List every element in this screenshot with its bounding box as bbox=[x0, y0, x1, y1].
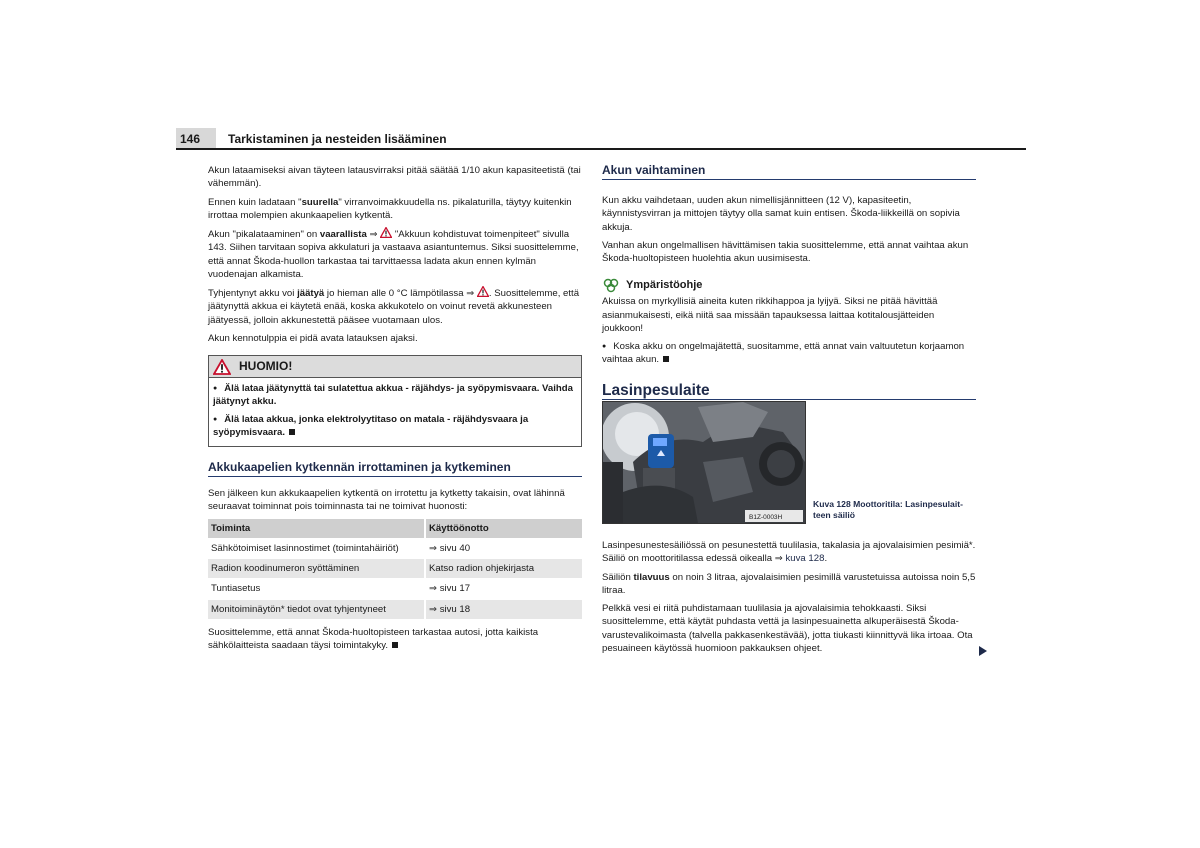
right-column bbox=[602, 164, 976, 400]
environment-note-heading bbox=[602, 277, 976, 293]
table-row bbox=[208, 539, 582, 559]
warning-title: HUOMIO! bbox=[239, 359, 293, 374]
caption-line: teen säiliö bbox=[813, 510, 856, 520]
table-cell: ⇒ sivu 40 bbox=[425, 539, 582, 559]
paragraph: Akun "pikalataaminen" on vaarallista ⇒ "Akkuun kohdistuvat toimenpiteet" sivulla 143. Siihen tarvitaan sopiva akkulaturi ja vastaava asiantuntemus. Siksi suosittelemme, että annat Škoda-huollon tarkastaa tai tarvittaessa ladata akun ennen kylmän vuodenajan alkamista. bbox=[208, 229, 579, 280]
table-row bbox=[208, 559, 582, 579]
warning-triangle-icon bbox=[477, 286, 489, 297]
table-cell: Sähkötoimiset lasinnostimet (toimintahäiriöt) bbox=[208, 539, 425, 559]
warning-item: ● Älä lataa jäätynyttä tai sulatettua akkua - räjähdys- ja syöpymisvaara. Vaihda jäätynyt akku. bbox=[213, 382, 577, 408]
header-rule bbox=[176, 148, 1026, 150]
washer-text bbox=[602, 539, 976, 660]
environment-note-title: Ympäristöohje bbox=[626, 278, 703, 291]
functions-table bbox=[208, 519, 582, 619]
photo-code: B1Z-0003H bbox=[749, 514, 783, 521]
warning-triangle-icon bbox=[213, 359, 231, 375]
paragraph: Säiliön tilavuus on noin 3 litraa, ajovalaisimien pesimillä varustetuissa autoissa noin 5,5 litraa. bbox=[602, 571, 976, 596]
paragraph: Ennen kuin ladataan "suurella" virranvoimakkuudella ns. pikalaturilla, täytyy kuitenkin irrottaa molempien akunkaapelien kytkentä. bbox=[208, 196, 572, 221]
paragraph: Akun lataamiseksi aivan täyteen latausvirraksi pitää säätää 1/10 akun kapasiteetistä (tai vähemmän). bbox=[208, 165, 581, 190]
table-header: Toiminta bbox=[208, 519, 425, 539]
table-cell: ⇒ sivu 18 bbox=[425, 599, 582, 619]
table-header: Käyttöönotto bbox=[425, 519, 582, 539]
recycle-icon bbox=[602, 277, 620, 293]
section-heading-large: Lasinpesulaite bbox=[602, 384, 976, 400]
warning-header bbox=[209, 356, 581, 378]
end-mark bbox=[392, 642, 398, 648]
engine-bay-photo bbox=[602, 401, 806, 524]
caption-line: Kuva 128 Moottoritila: Lasinpesulait- bbox=[813, 499, 963, 509]
paragraph: Akuissa on myrkyllisiä aineita kuten rikkihappoa ja lyijyä. Siksi ne pitää hävittää asianmukaisesti, eikä niitä saa missään tapauksessa laittaa kotitalousjätteiden joukkoon! bbox=[602, 296, 938, 334]
table-cell: Tuntiasetus bbox=[208, 579, 425, 599]
paragraph: Kun akku vaihdetaan, uuden akun nimellisjännitteen (12 V), kapasiteetin, käynnistysvirran ja mittojen täytyy olla samat kuin entisen. Škoda-liikkeillä on sopivia akkuja. bbox=[602, 195, 960, 233]
continue-arrow-icon bbox=[979, 646, 987, 656]
left-column bbox=[208, 164, 582, 657]
page-number: 146 bbox=[180, 132, 201, 146]
paragraph: Pelkkä vesi ei riitä puhdistamaan tuulilasia ja ajovalaisimia tehokkaasti. Siksi suosittelemme, että käytät puhdasta vettä ja lasinpesuainetta alkuperäisestä Škoda-varustevalikoimasta (talvella pakkasenkestävää), jotta tiukasti kiinnittyvä lika irtoaa. Ota pesuaineen käytössä huomioon pakkauksen ohjeet. bbox=[602, 603, 973, 654]
table-cell: ⇒ sivu 17 bbox=[425, 579, 582, 599]
table-cell: Katso radion ohjekirjasta bbox=[425, 559, 582, 579]
table-row bbox=[208, 579, 582, 599]
figure-caption bbox=[813, 499, 977, 521]
paragraph: Sen jälkeen kun akkukaapelien kytkentä on irrotettu ja kytketty takaisin, ovat lähinnä seuraavat toiminnat pois toiminnasta tai ne toimivat huonosti: bbox=[208, 488, 565, 513]
list-item: ● Koska akku on ongelmajätettä, suositamme, että annat vain valtuutetun korjaamon vaihtaa akun. bbox=[602, 340, 976, 366]
paragraph: Akun kennotulppia ei pidä avata latauksen ajaksi. bbox=[208, 332, 418, 344]
table-row bbox=[208, 599, 582, 619]
end-mark bbox=[663, 356, 669, 362]
paragraph: Tyhjentynyt akku voi jäätyä jo hieman alle 0 °C lämpötilassa ⇒ . Suosittelemme, että jäätynyttä akkua ei käytetä enää, koska akkukotelo on voinut revetä akkunesteen jäätyessä, jolloin akkunestettä pääsee vuotamaan ulos. bbox=[208, 288, 580, 326]
table-cell: Monitoiminäytön* tiedot ovat tyhjentyneet bbox=[208, 599, 425, 619]
warning-box bbox=[208, 355, 582, 447]
section-heading: Akkukaapelien kytkennän irrottaminen ja kytkeminen bbox=[208, 461, 582, 477]
paragraph: Vanhan akun ongelmallisen hävittämisen takia suosittelemme, että annat vaihtaa akun Škoda-huoltopisteen huolehtia akun uusimisesta. bbox=[602, 240, 969, 265]
figure-link[interactable]: kuva 128 bbox=[785, 553, 825, 565]
paragraph: Lasinpesunestesäiliössä on pesunestettä tuulilasia, takalasia ja ajovalaisimien pesimiä*. Säiliö on moottoritilassa edessä oikealla ⇒ kuva 128. bbox=[602, 540, 976, 565]
warning-body bbox=[209, 378, 581, 446]
paragraph: Suosittelemme, että annat Škoda-huoltopisteen tarkastaa autosi, jotta kaikista sähkölaitteista saadaan täysi toimintakyky. bbox=[208, 626, 539, 652]
section-heading: Akun vaihtaminen bbox=[602, 164, 976, 180]
end-mark bbox=[289, 429, 295, 435]
table-cell: Radion koodinumeron syöttäminen bbox=[208, 559, 425, 579]
warning-triangle-icon bbox=[380, 227, 392, 238]
chapter-title: Tarkistaminen ja nesteiden lisääminen bbox=[228, 132, 447, 146]
warning-item: ● Älä lataa akkua, jonka elektrolyytitaso on matala - räjähdysvaara ja syöpymisvaara. bbox=[213, 413, 577, 439]
